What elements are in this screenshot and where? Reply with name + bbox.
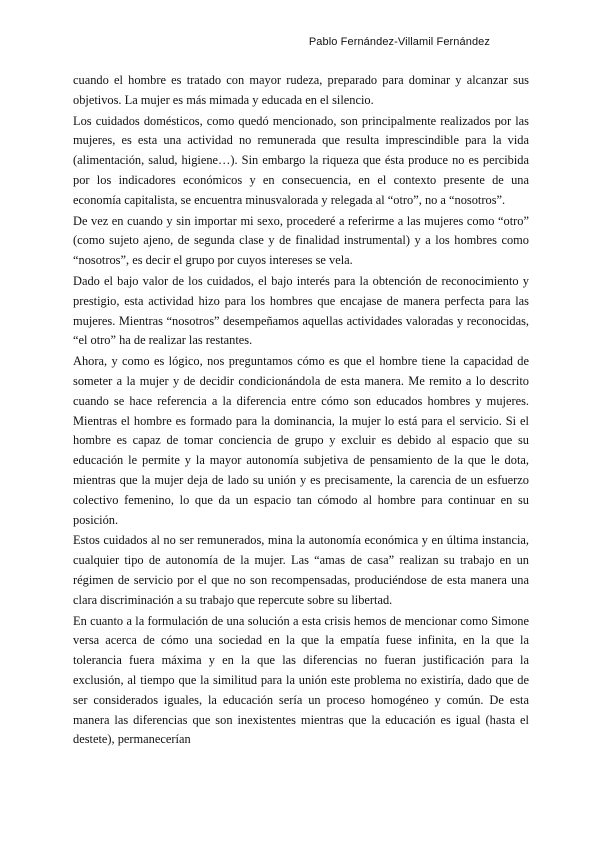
paragraph: De vez en cuando y sin importar mi sexo, procederé a referirme a las mujeres como “otro” (como sujeto ajeno, de segunda clase y de finalidad instrumental) y a los hombres como “nosotros”, es decir el grupo por cuyos intereses se vela. (73, 213, 529, 268)
paragraph: Los cuidados domésticos, como quedó mencionado, son principalmente realizados por las mujeres, es esta una actividad no remunerada que resulta imprescindible para la vida (alimentación, salud, higiene…). Sin embargo la riqueza que ésta produce no es percibida por los indicadores económicos y en consecuencia, en el contexto presente de una economía capitalista, se encuentra minusvalorada y relegada al “otro”, no a “nosotros”. (73, 113, 529, 207)
paragraph: Estos cuidados al no ser remunerados, mina la autonomía económica y en última instancia, cualquier tipo de autonomía de la mujer. Las “amas de casa” realizan su trabajo en un régimen de servicio por el que no son recompensadas, produciéndose de esta manera una clara discriminación a su trabajo que repercute sobre su libertad. (73, 533, 529, 607)
paragraph: En cuanto a la formulación de una solución a esta crisis hemos de mencionar como Simone versa acerca de cómo una sociedad en la que la empatía fuese infinita, en la que la tolerancia fuera máxima y en la que las diferencias no fueran justificación para la exclusión, al tiempo que la similitud para la unión este problema no existiría, dado que de ser considerados iguales, la educación sería un proceso homogéneo y común. De esta manera las diferencias que son inexistentes mientras que la educación es igual (hasta el destete), permanecerían (73, 613, 529, 747)
paragraph: cuando el hombre es tratado con mayor rudeza, preparado para dominar y alcanzar sus objetivos. La mujer es más mimada y educada en el silencio. (73, 73, 529, 107)
paragraph: Dado el bajo valor de los cuidados, el bajo interés para la obtención de reconocimiento y prestigio, esta actividad hizo para los hombres que encajase de manera perfecta para las mujeres. Mientras “nosotros” desempeñamos aquellas actividades valoradas y reconocidas, “el otro” ha de realizar las restantes. (73, 273, 529, 348)
paragraph: Ahora, y como es lógico, nos preguntamos cómo es que el hombre tiene la capacidad de someter a la mujer y de decidir condicionándola de esta manera. Me remito a lo descrito cuando se hace referencia a la diferencia entre cómo son educados hombres y mujeres. Mientras el hombre es formado para la dominancia, la mujer lo está para el servicio. Si el hombre es capaz de tomar conciencia de grupo y excluir es debido al espacio que su educación le permite y la mayor autonomía subjetiva de pensamiento de la que le dota, mientras que la mujer deja de lado su unión y es precisamente, la carencia de un esfuerzo colectivo femenino, lo que da un espacio tan cómodo al hombre para continuar en su posición. (73, 354, 529, 527)
page-header-author: Pablo Fernández-Villamil Fernández (308, 36, 490, 48)
document-body (73, 71, 529, 751)
